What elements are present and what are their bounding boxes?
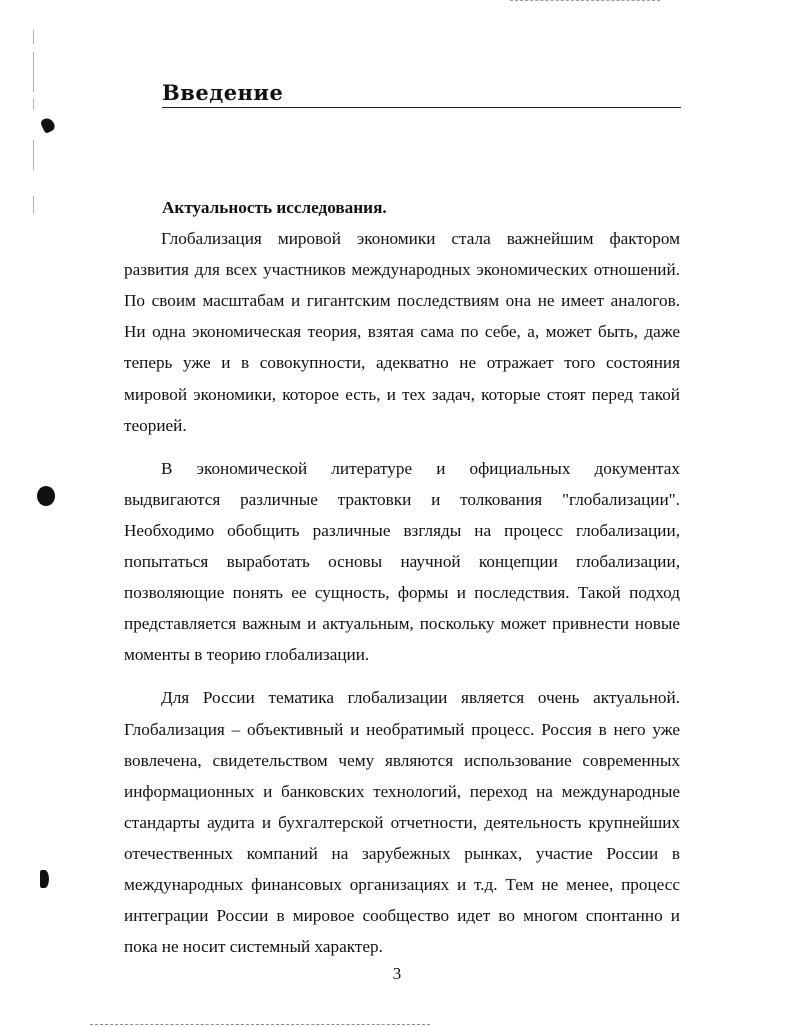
scan-artifact-margin-tick	[33, 196, 34, 214]
scan-artifact-margin-tick	[33, 52, 34, 92]
punch-hole-mark	[40, 116, 57, 134]
scan-artifact-margin-tick	[33, 30, 34, 44]
scan-artifact-margin-tick	[33, 98, 34, 110]
paragraph-3: Для России тематика глобализации является очень актуальной. Глобализация – объективный и необратимый процесс. Россия в него уже вовлечена, свидетельством чему являются использование современных информационных и банковских технологий, переход на международные стандарты аудита и бухгалтерской отчетности, деятельность крупнейших отечественных компаний на зарубежных рынках, участие России в международных финансовых организациях и т.д. Тем не менее, процесс интеграции России в мировое сообщество идет во многом спонтанно и пока не носит системный характер.	[124, 688, 680, 957]
page-heading: Введение	[162, 80, 284, 105]
paragraph-2: В экономической литературе и официальных документах выдвигаются различные трактовки и толкования "глобализации". Необходимо обобщить различные взгляды на процесс глобализации, попытаться выработать основы научной концепции глобализации, позволяющие понять ее сущность, формы и последствия. Такой подход представляется важным и актуальным, поскольку может привнести новые моменты в теорию глобализации.	[124, 458, 680, 665]
section-subheading: Актуальность исследования.	[162, 198, 387, 217]
paragraph-1: Глобализация мировой экономики стала важнейшим фактором развития для всех участников международных экономических отношений. По своим масштабам и гигантским последствиям она не имеет аналогов. Ни одна экономическая теория, взятая сама по себе, а, может быть, даже теперь уже и в совокупности, адекватно не отражает того состояния мировой экономики, которое есть, и тех задач, которые стоят перед такой теорией.	[124, 229, 680, 435]
page-number: 3	[392, 964, 402, 983]
heading-block	[162, 80, 681, 108]
document-body	[124, 192, 680, 974]
scan-artifact-margin-tick	[33, 140, 34, 170]
scan-artifact-bottom-line	[90, 1024, 430, 1025]
punch-hole-mark	[40, 870, 49, 888]
scan-artifact-top-line	[510, 0, 660, 1]
punch-hole-mark	[37, 486, 55, 506]
